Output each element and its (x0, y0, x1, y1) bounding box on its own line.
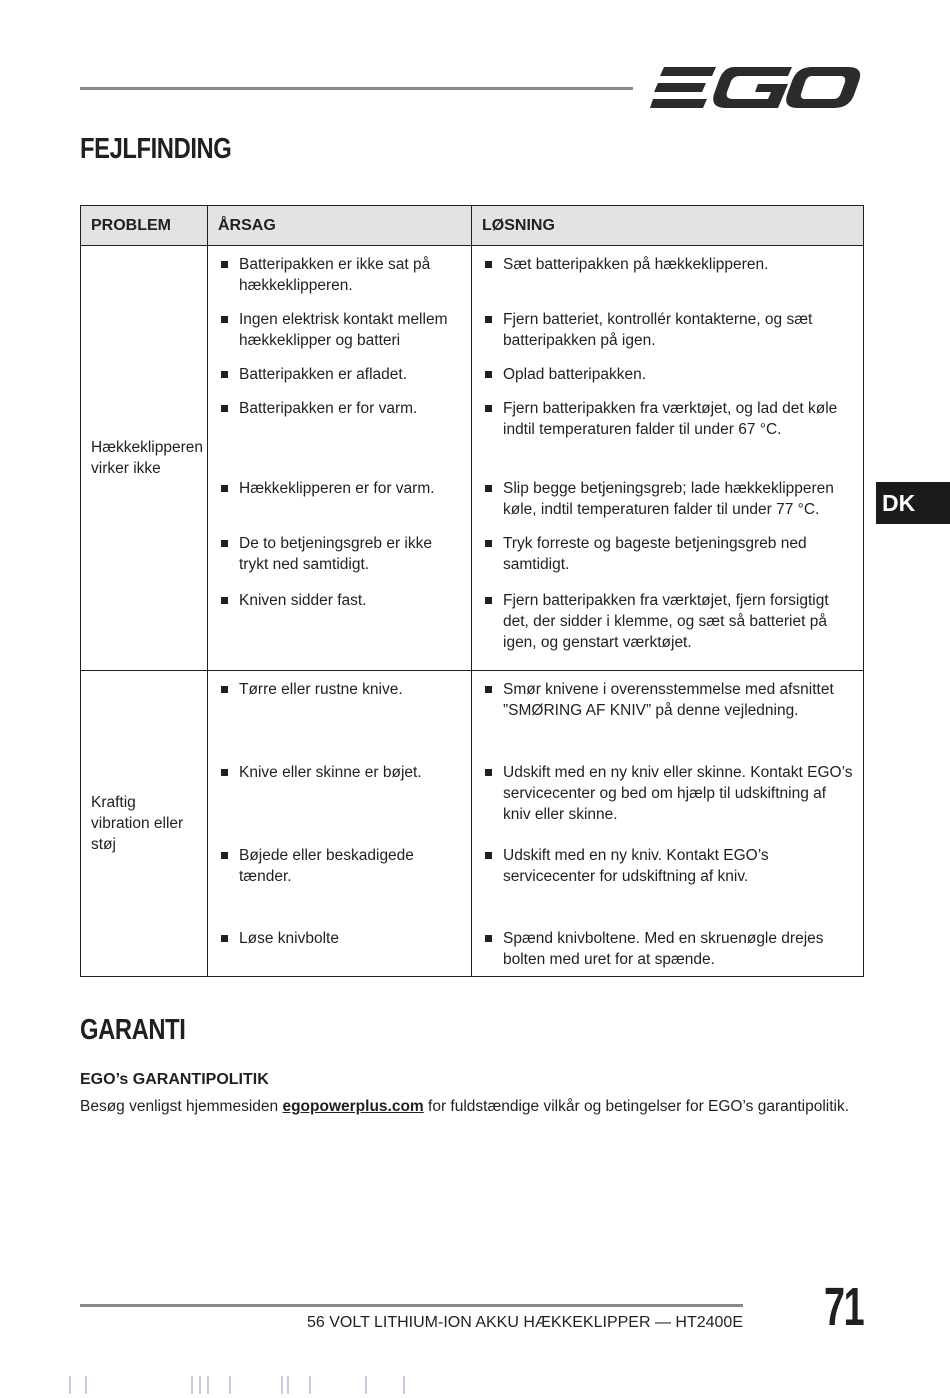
table-row (81, 671, 864, 977)
solution-item: Oplad batteripakken. (482, 364, 853, 398)
cause-item: Hækkeklipperen er for varm. (218, 478, 461, 533)
column-header-cause: ÅRSAG (208, 206, 472, 246)
troubleshooting-title: FEJLFINDING (80, 133, 232, 165)
ego-logo (650, 64, 862, 112)
problem-text: Hækkeklipperen virker ikke (91, 439, 203, 477)
warranty-title: GARANTI (80, 1014, 186, 1046)
print-marks (60, 1374, 460, 1396)
header-rule (80, 87, 633, 90)
cause-item: Batteripakken er afladet. (218, 364, 461, 398)
cause-item: Batteripakken er ikke sat på hækkeklipperen. (218, 254, 461, 309)
cause-cell (208, 246, 472, 671)
cause-item: Bøjede eller beskadigede tænder. (218, 845, 461, 928)
table-row (81, 246, 864, 671)
column-header-problem: PROBLEM (81, 206, 208, 246)
problem-cell (81, 671, 208, 977)
troubleshooting-table (80, 205, 864, 977)
warranty-paragraph (80, 1098, 880, 1116)
cause-item: Ingen elektrisk kontakt mellem hækkeklipper og batteri (218, 309, 461, 364)
table-header-row (81, 206, 864, 246)
solution-item: Tryk forreste og bageste betjeningsgreb ned samtidigt. (482, 533, 853, 590)
language-tab-dk: DK (876, 482, 950, 524)
cause-item: Kniven sidder fast. (218, 590, 461, 611)
solution-item: Fjern batteripakken fra værktøjet, og lad det køle indtil temperaturen falder til under 67 °C. (482, 398, 853, 478)
solution-item: Smør knivene i overensstemmelse med afsnittet ”SMØRING AF KNIV” på denne vejledning. (482, 679, 853, 762)
warranty-policy-heading: EGO’s GARANTIPOLITIK (80, 1071, 269, 1088)
solution-item: Udskift med en ny kniv eller skinne. Kontakt EGO’s servicecenter og bed om hjælp til udskiftning af kniv eller skinne. (482, 762, 853, 845)
warranty-website-link[interactable]: egopowerplus.com (282, 1098, 424, 1115)
solution-item: Udskift med en ny kniv. Kontakt EGO’s servicecenter for udskiftning af kniv. (482, 845, 853, 928)
solution-item: Fjern batteriet, kontrollér kontakterne, og sæt batteripakken på igen. (482, 309, 853, 364)
solution-item: Spænd knivboltene. Med en skruenøgle drejes bolten med uret for at spænde. (482, 928, 853, 970)
cause-item: De to betjeningsgreb er ikke trykt ned samtidigt. (218, 533, 461, 590)
cause-item: Knive eller skinne er bøjet. (218, 762, 461, 845)
cause-item: Løse knivbolte (218, 928, 461, 949)
problem-cell (81, 246, 208, 671)
solution-cell (472, 246, 864, 671)
solution-item: Sæt batteripakken på hækkeklipperen. (482, 254, 853, 309)
warranty-text-before: Besøg venligst hjemmesiden (80, 1098, 283, 1115)
problem-text: Kraftig vibration eller støj (91, 794, 184, 853)
cause-item: Batteripakken er for varm. (218, 398, 461, 478)
solution-item: Fjern batteripakken fra værktøjet, fjern forsigtigt det, der sidder i klemme, og sæt så batteriet på igen, og genstart værktøjet. (482, 590, 853, 653)
cause-cell (208, 671, 472, 977)
warranty-text-after: for fuldstændige vilkår og betingelser for EGO’s garantipolitik. (423, 1098, 850, 1115)
page-number: 71 (824, 1277, 864, 1337)
solution-item: Slip begge betjeningsgreb; lade hækkeklipperen køle, indtil temperaturen falder til under 77 °C. (482, 478, 853, 533)
solution-cell (472, 671, 864, 977)
footer-rule (80, 1304, 743, 1307)
cause-item: Tørre eller rustne knive. (218, 679, 461, 762)
column-header-solution: LØSNING (472, 206, 864, 246)
footer-product-title: 56 VOLT LITHIUM-ION AKKU HÆKKEKLIPPER — HT2400E (307, 1314, 743, 1331)
